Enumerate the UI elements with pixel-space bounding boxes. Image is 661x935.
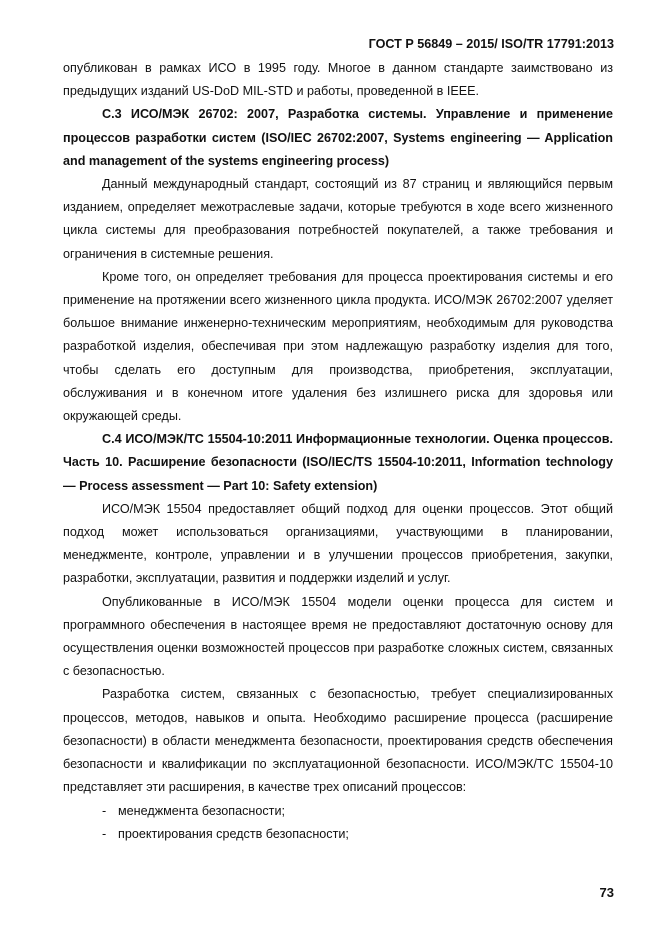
section-heading-c3: С.3 ИСО/МЭК 26702: 2007, Разработка системы. Управление и применение процессов разработки систем (ISO/IEC 26702:2007, Systems engineering — Application and management of the systems engineering process) (63, 107, 613, 168)
list-item-text: менеджмента безопасности; (118, 803, 285, 818)
paragraph: Разработка систем, связанных с безопасностью, требует специализированных процессов, методов, навыков и опыта. Необходимо расширение процесса (расширение безопасности) в области менеджмента безопасности, проектирования средств обеспечения безопасности и квалификации по эксплуатационной безопасности. ИСО/МЭК/ТС 15504-10 представляет эти расширения, в качестве трех описаний процессов: (63, 687, 613, 795)
paragraph: опубликован в рамках ИСО в 1995 году. Многое в данном стандарте заимствовано из предыдущих изданий US-DoD MIL-STD и работы, проведенной в IEEE. (63, 61, 613, 99)
running-header: ГОСТ Р 56849 – 2015/ ISO/TR 17791:2013 (368, 37, 614, 51)
paragraph: Опубликованные в ИСО/МЭК 15504 модели оценки процесса для систем и программного обеспечения в настоящее время не предоставляют достаточную основу для осуществления оценки возможностей процессов при разработке сложных систем, связанных с безопасностью. (63, 594, 613, 679)
list-item (63, 800, 613, 823)
page-number: 73 (599, 885, 614, 900)
list-item-text: проектирования средств безопасности; (118, 826, 349, 841)
list-item (63, 823, 613, 846)
section-heading-c4: С.4 ИСО/МЭК/ТС 15504-10:2011 Информационные технологии. Оценка процессов. Часть 10. Расширение безопасности (ISO/IEC/TS 15504-10:2011, Information technology — Process assessment — Part 10: Safety extension) (63, 432, 613, 493)
list-bullet: - (102, 803, 107, 818)
paragraph: Кроме того, он определяет требования для процесса проектирования системы и его применение на протяжении всего жизненного цикла продукта. ИСО/МЭК 26702:2007 уделяет большое внимание инженерно-техническим мероприятиям, необходимым для руководства разработкой изделия, обеспечивая при этом надлежащую разработку изделия для того, чтобы сделать его доступным для производства, приобретения, эксплуатации, обслуживания и в конечном итоге удаления без излишнего риска для здоровья или окружающей среды. (63, 269, 613, 424)
page-body (63, 57, 613, 846)
paragraph: ИСО/МЭК 15504 предоставляет общий подход для оценки процессов. Этот общий подход может использоваться организациями, участвующими в планировании, менеджменте, контроле, управлении и в улучшении процессов приобретения, закупки, разработки, эксплуатации, развития и поддержки изделий и услуг. (63, 501, 613, 586)
paragraph: Данный международный стандарт, состоящий из 87 страниц и являющийся первым изданием, определяет межотраслевые задачи, которые требуются в ходе всего жизненного цикла системы для преобразования потребностей покупателей, а также требования и ограничения в системные решения. (63, 177, 613, 261)
list-bullet: - (102, 826, 107, 841)
